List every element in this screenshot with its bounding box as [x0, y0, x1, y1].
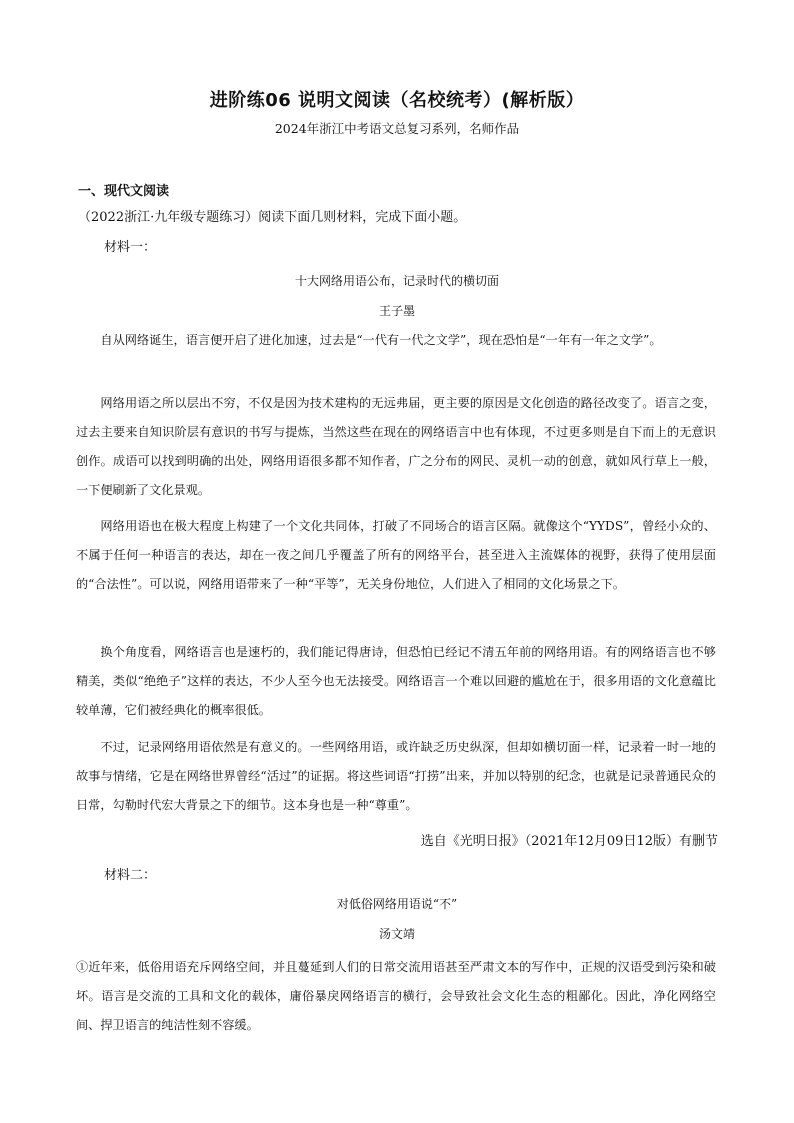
material1-paragraph: 自从网络诞生，语言便开启了进化加速，过去是“一代有一代之文学”，现在恐怕是“一年有一年之文学”。: [100, 333, 662, 347]
material1-paragraph: 不过，记录网络用语依然是有意义的。一些网络用语，或许缺乏历史纵深，但却如横切面一样，记录着一时一地的故事与情绪，它是在网络世界曾经“活过”的证据。将这些词语“打捞”出来，并加以特别的纪念，也就是记录普通民众的日常，勾勒时代宏大背景之下的细节。这本身也是一种“尊重”。: [76, 740, 716, 812]
material2-article-title: 对低俗网络用语说“不”: [336, 897, 458, 911]
material1-label: 材料一：: [104, 240, 157, 255]
section-heading: 一、现代文阅读: [78, 184, 170, 199]
material1-article-title: 十大网络用语公布，记录时代的横切面: [294, 274, 499, 288]
material2-article-author: 汤文靖: [378, 927, 415, 941]
question-source-note: （2022浙江·九年级专题练习）阅读下面几则材料，完成下面小题。: [78, 210, 467, 225]
material1-attribution: 选自《光明日报》（2021年12月09日12版）有删节: [420, 834, 718, 849]
material1-paragraph: 换个角度看，网络语言也是速朽的，我们能记得唐诗，但恐怕已经记不清五年前的网络用语。有的网络语言也不够精美，类似“绝绝子”这样的表达，不少人至今也无法接受。网络语言一个难以回避的尴尬在于，很多用语的文化意蕴比较单薄，它们被经典化的概率很低。: [76, 645, 716, 717]
material2-label: 材料二：: [104, 868, 157, 883]
material1-paragraph: 网络用语也在极大程度上构建了一个文化共同体，打破了不同场合的语言区隔。就像这个“YYDS”，曾经小众的、不属于任何一种语言的表达，却在一夜之间几乎覆盖了所有的网络平台，甚至进入主流媒体的视野，获得了使用层面的“合法性”。可以说，网络用语带来了一种“平等”，无关身份地位，人们进入了相同的文化场景之下。: [76, 519, 716, 591]
material1-article-author: 王子墨: [378, 304, 415, 318]
document-title: 进阶练06 说明文阅读（名校统考）(解析版）: [209, 90, 585, 111]
material2-paragraph: ①近年来，低俗用语充斥网络空间，并且蔓延到人们的日常交流用语甚至严肃文本的写作中，正规的汉语受到污染和破坏。语言是交流的工具和文化的载体，庸俗暴戾网络语言的横行，会导致社会文化生态的粗鄙化。因此，净化网络空间、捍卫语言的纯洁性刻不容缓。: [76, 960, 716, 1032]
document-subtitle: 2024年浙江中考语文总复习系列，名师作品: [274, 121, 520, 136]
material1-paragraph: 网络用语之所以层出不穷，不仅是因为技术建构的无远弗届，更主要的原因是文化创造的路径改变了。语言之变，过去主要来自知识阶层有意识的书写与提炼，当然这些在现在的网络语言中也有体现，不过更多则是自下而上的无意识创作。成语可以找到明确的出处，网络用语很多都不知作者，广之分布的网民、灵机一动的创意，就如风行草上一般，一下便刷新了文化景观。: [76, 396, 716, 497]
